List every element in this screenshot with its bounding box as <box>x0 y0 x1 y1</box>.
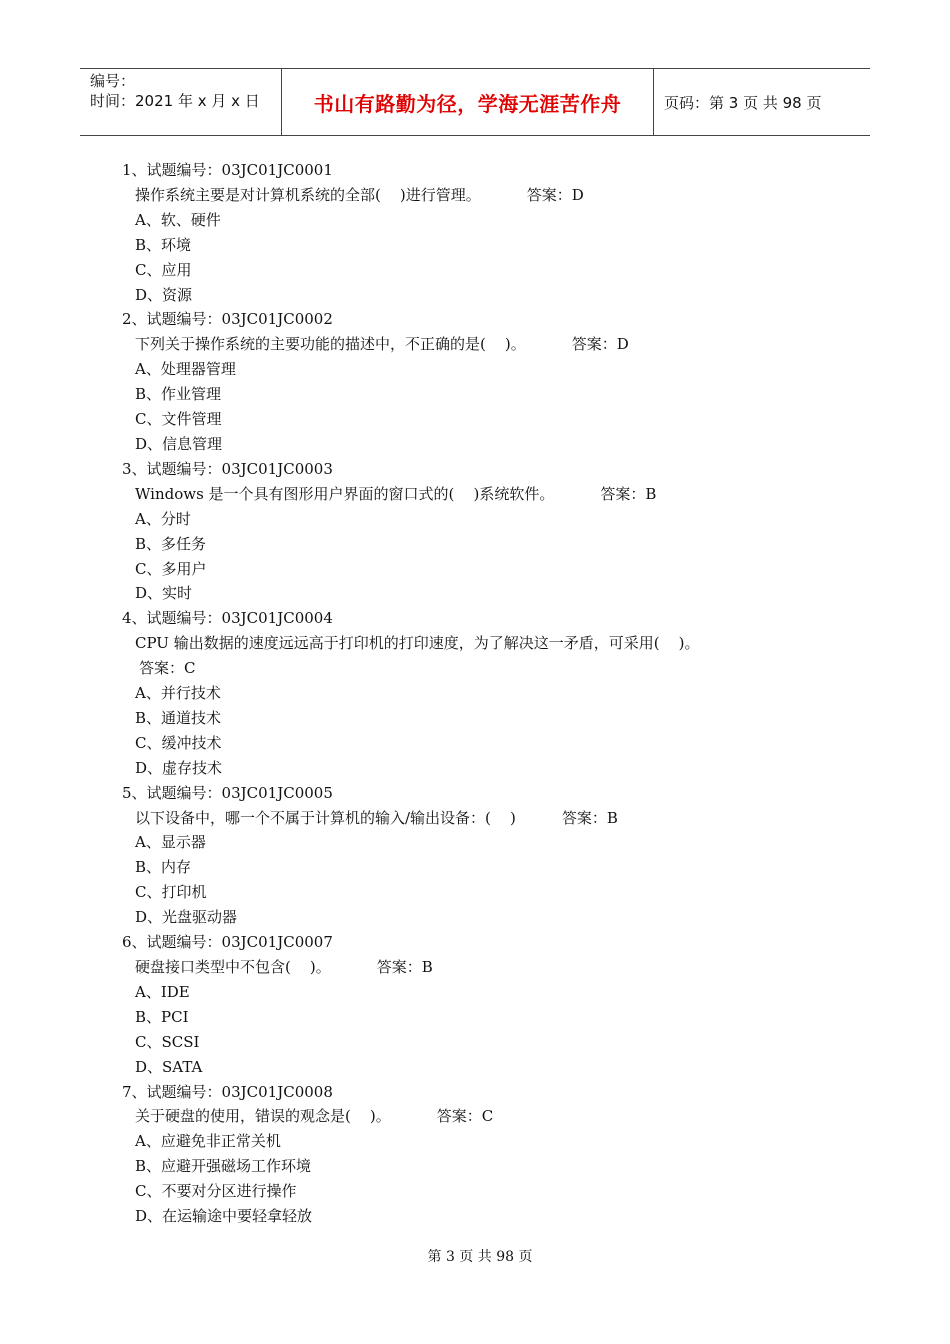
answer-label: 答案：C <box>139 659 196 678</box>
question-stem-text: Windows 是一个具有图形用户界面的窗口式的( )系统软件。 <box>135 484 555 503</box>
question-title: 7、试题编号：03JC01JC0008 <box>122 1082 333 1101</box>
option-c: C、应用 <box>135 260 192 279</box>
question-block <box>122 930 822 1079</box>
question-block <box>122 781 822 930</box>
option-c: C、文件管理 <box>135 410 222 429</box>
question-block <box>122 158 822 307</box>
option-c: C、不要对分区进行操作 <box>135 1182 297 1201</box>
answer-label: 答案：B <box>376 958 433 976</box>
option-b: B、环境 <box>135 235 192 254</box>
question-stem <box>122 806 822 831</box>
option-c: C、缓冲技术 <box>135 733 222 752</box>
option-a: A、显示器 <box>135 833 206 852</box>
question-title: 2、试题编号：03JC01JC0002 <box>122 310 333 329</box>
question-stem <box>122 955 822 980</box>
question-title: 4、试题编号：03JC01JC0004 <box>122 609 333 628</box>
question-stem-text: CPU 输出数据的速度远远高于打印机的打印速度，为了解决这一矛盾，可采用( )。 <box>135 634 700 653</box>
question-stem-text: 下列关于操作系统的主要功能的描述中，不正确的是( )。 <box>135 335 526 354</box>
question-stem-text: 硬盘接口类型中不包含( )。 <box>135 958 331 976</box>
header-left-cell <box>80 69 282 135</box>
answer-label: 答案：D <box>571 335 629 354</box>
page-footer <box>0 1246 950 1266</box>
option-d: D、虚存技术 <box>135 758 223 777</box>
page-header <box>80 68 870 136</box>
question-stem <box>122 1104 822 1129</box>
option-c: C、打印机 <box>135 883 207 902</box>
page-label: 页码：第 3 页 共 98 页 <box>664 93 822 112</box>
question-stem-text: 操作系统主要是对计算机系统的全部( )进行管理。 <box>135 185 481 204</box>
number-label: 编号： <box>90 72 136 90</box>
question-title: 5、试题编号：03JC01JC0005 <box>122 783 333 802</box>
header-page-cell <box>654 69 870 135</box>
option-d: D、光盘驱动器 <box>135 908 238 927</box>
question-list <box>122 158 822 1229</box>
option-d: D、SATA <box>135 1057 203 1076</box>
question-stem-text: 关于硬盘的使用，错误的观念是( )。 <box>135 1107 391 1126</box>
question-block <box>122 457 822 606</box>
question-stem <box>122 332 822 357</box>
question-title: 6、试题编号：03JC01JC0007 <box>122 933 333 952</box>
time-label: 时间：2021 年 x 月 x 日 <box>90 92 260 110</box>
option-d: D、信息管理 <box>135 434 223 453</box>
option-b: B、应避开强磁场工作环境 <box>135 1157 312 1176</box>
motto-text: 书山有路勤为径，学海无涯苦作舟 <box>313 91 622 116</box>
answer-label: 答案：B <box>561 808 618 827</box>
question-title: 3、试题编号：03JC01JC0003 <box>122 459 333 478</box>
option-d: D、在运输途中要轻拿轻放 <box>135 1207 313 1226</box>
option-c: C、多用户 <box>135 559 207 578</box>
option-b: B、PCI <box>135 1007 189 1026</box>
option-a: A、分时 <box>135 509 191 528</box>
question-stem <box>122 631 822 656</box>
option-c: C、SCSI <box>135 1032 200 1051</box>
option-b: B、内存 <box>135 858 192 877</box>
option-d: D、实时 <box>135 584 193 603</box>
option-a: A、IDE <box>135 982 190 1001</box>
question-block <box>122 1080 822 1229</box>
question-stem <box>122 183 822 208</box>
header-motto-cell <box>282 69 654 135</box>
answer-label: 答案：C <box>436 1107 494 1126</box>
answer-line <box>122 656 822 681</box>
option-a: A、软、硬件 <box>135 210 221 229</box>
question-stem <box>122 482 822 507</box>
option-a: A、应避免非正常关机 <box>135 1132 281 1151</box>
option-b: B、作业管理 <box>135 385 222 404</box>
option-a: A、处理器管理 <box>135 360 236 379</box>
option-b: B、多任务 <box>135 534 207 553</box>
question-block <box>122 307 822 456</box>
option-a: A、并行技术 <box>135 684 221 703</box>
answer-label: 答案：B <box>600 484 657 503</box>
option-d: D、资源 <box>135 285 193 304</box>
option-b: B、通道技术 <box>135 708 222 727</box>
question-block <box>122 606 822 780</box>
question-stem-text: 以下设备中，哪一个不属于计算机的输入/输出设备：( ) <box>135 808 516 827</box>
question-title: 1、试题编号：03JC01JC0001 <box>122 161 333 179</box>
footer-page-number: 第 3 页 共 98 页 <box>427 1249 533 1265</box>
answer-label: 答案：D <box>526 185 584 204</box>
